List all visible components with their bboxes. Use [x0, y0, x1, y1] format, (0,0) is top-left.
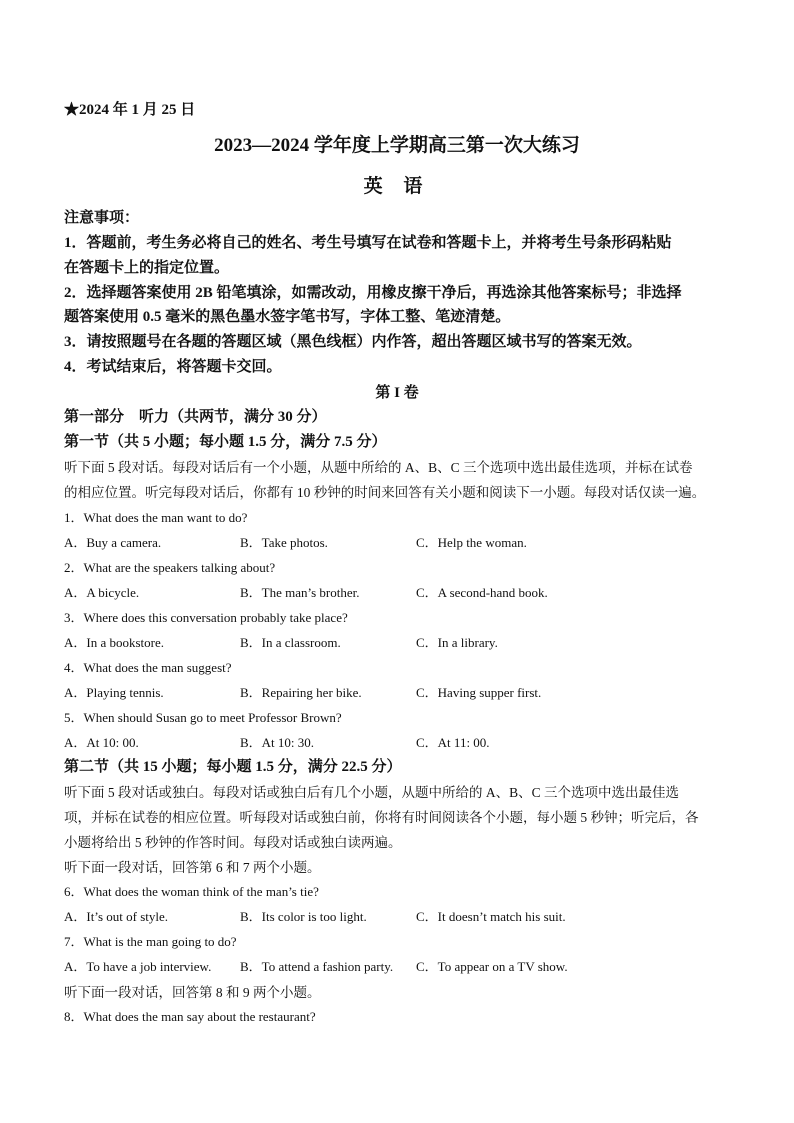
option-b: B．Repairing her bike. — [240, 685, 362, 700]
option-c: C．Help the woman. — [416, 535, 527, 550]
part1-title: 第一部分 听力（共两节，满分 30 分） — [64, 409, 327, 425]
notice-line: 在答题卡上的指定位置。 — [64, 260, 230, 276]
notice-line: 4．考试结束后，将答题卡交回。 — [64, 359, 282, 375]
question-3: 3．Where does this conversation probably take place? — [64, 610, 348, 625]
question-6: 6．What does the woman think of the man’s tie? — [64, 884, 319, 899]
option-b: B．At 10: 30. — [240, 735, 315, 750]
volume-label: 第 I 卷 — [375, 385, 419, 401]
section2-title: 第二节（共 15 小题；每小题 1.5 分，满分 22.5 分） — [64, 759, 402, 775]
option-a: A．In a bookstore. — [64, 635, 165, 650]
exam-title: 2023—2024 学年度上学期高三第一次大练习 — [214, 135, 580, 156]
notice-line: 2．选择题答案使用 2B 铅笔填涂，如需改动，用橡皮擦干净后，再选涂其他答案标号；非选择 — [64, 285, 682, 301]
option-b: B．To attend a fashion party. — [240, 959, 394, 974]
section1-instructions: 听下面 5 段对话。每段对话后有一个小题，从题中所给的 A、B、C 三个选项中选出最佳选项，并标在试卷 — [64, 460, 693, 475]
question-7: 7．What is the man going to do? — [64, 934, 237, 949]
section2-instructions: 项，并标在试卷的相应位置。听每段对话或独白前，你将有时间阅读各个小题，每小题 5 秒钟；听完后，各 — [64, 810, 699, 825]
notice-heading: 注意事项： — [64, 210, 140, 226]
option-b: B．Its color is too light. — [240, 909, 367, 924]
dialogue-group-heading: 听下面一段对话，回答第 8 和 9 两个小题。 — [64, 985, 321, 1000]
question-4: 4．What does the man suggest? — [64, 660, 232, 675]
option-a: A．To have a job interview. — [64, 959, 212, 974]
option-a: A．At 10: 00. — [64, 735, 139, 750]
notice-line: 题答案使用 0.5 毫米的黑色墨水签字笔书写，字体工整、笔迹清楚。 — [64, 309, 511, 325]
option-c: C．Having supper first. — [416, 685, 542, 700]
option-a: A．It’s out of style. — [64, 909, 168, 924]
option-b: B．Take photos. — [240, 535, 328, 550]
section2-instructions: 小题将给出 5 秒钟的作答时间。每段对话或独白读两遍。 — [64, 835, 402, 850]
dialogue-group-heading: 听下面一段对话，回答第 6 和 7 两个小题。 — [64, 860, 321, 875]
notice-line: 1．答题前，考生务必将自己的姓名、考生号填写在试卷和答题卡上，并将考生号条形码粘贴 — [64, 235, 672, 251]
option-b: B．The man’s brother. — [240, 585, 360, 600]
notice-line: 3．请按照题号在各题的答题区域（黑色线框）内作答，超出答题区域书写的答案无效。 — [64, 334, 642, 350]
option-c: C．It doesn’t match his suit. — [416, 909, 566, 924]
question-5: 5．When should Susan go to meet Professor Brown? — [64, 710, 342, 725]
option-b: B．In a classroom. — [240, 635, 341, 650]
option-c: C．In a library. — [416, 635, 498, 650]
option-c: C．At 11: 00. — [416, 735, 490, 750]
option-a: A．A bicycle. — [64, 585, 140, 600]
section1-title: 第一节（共 5 小题；每小题 1.5 分，满分 7.5 分） — [64, 434, 387, 450]
option-a: A．Playing tennis. — [64, 685, 164, 700]
question-2: 2．What are the speakers talking about? — [64, 560, 276, 575]
section1-instructions: 的相应位置。听完每段对话后，你都有 10 秒钟的时间来回答有关小题和阅读下一小题。每段对话仅读一遍。 — [64, 485, 706, 500]
option-a: A．Buy a camera. — [64, 535, 162, 550]
exam-subject: 英 语 — [363, 176, 431, 197]
section2-instructions: 听下面 5 段对话或独白。每段对话或独白后有几个小题，从题中所给的 A、B、C 三个选项中选出最佳选 — [64, 785, 680, 800]
option-c: C．A second-hand book. — [416, 585, 548, 600]
question-8: 8．What does the man say about the restaurant? — [64, 1009, 316, 1024]
question-1: 1．What does the man want to do? — [64, 510, 248, 525]
option-c: C．To appear on a TV show. — [416, 959, 568, 974]
exam-date: ★2024 年 1 月 25 日 — [64, 102, 196, 118]
